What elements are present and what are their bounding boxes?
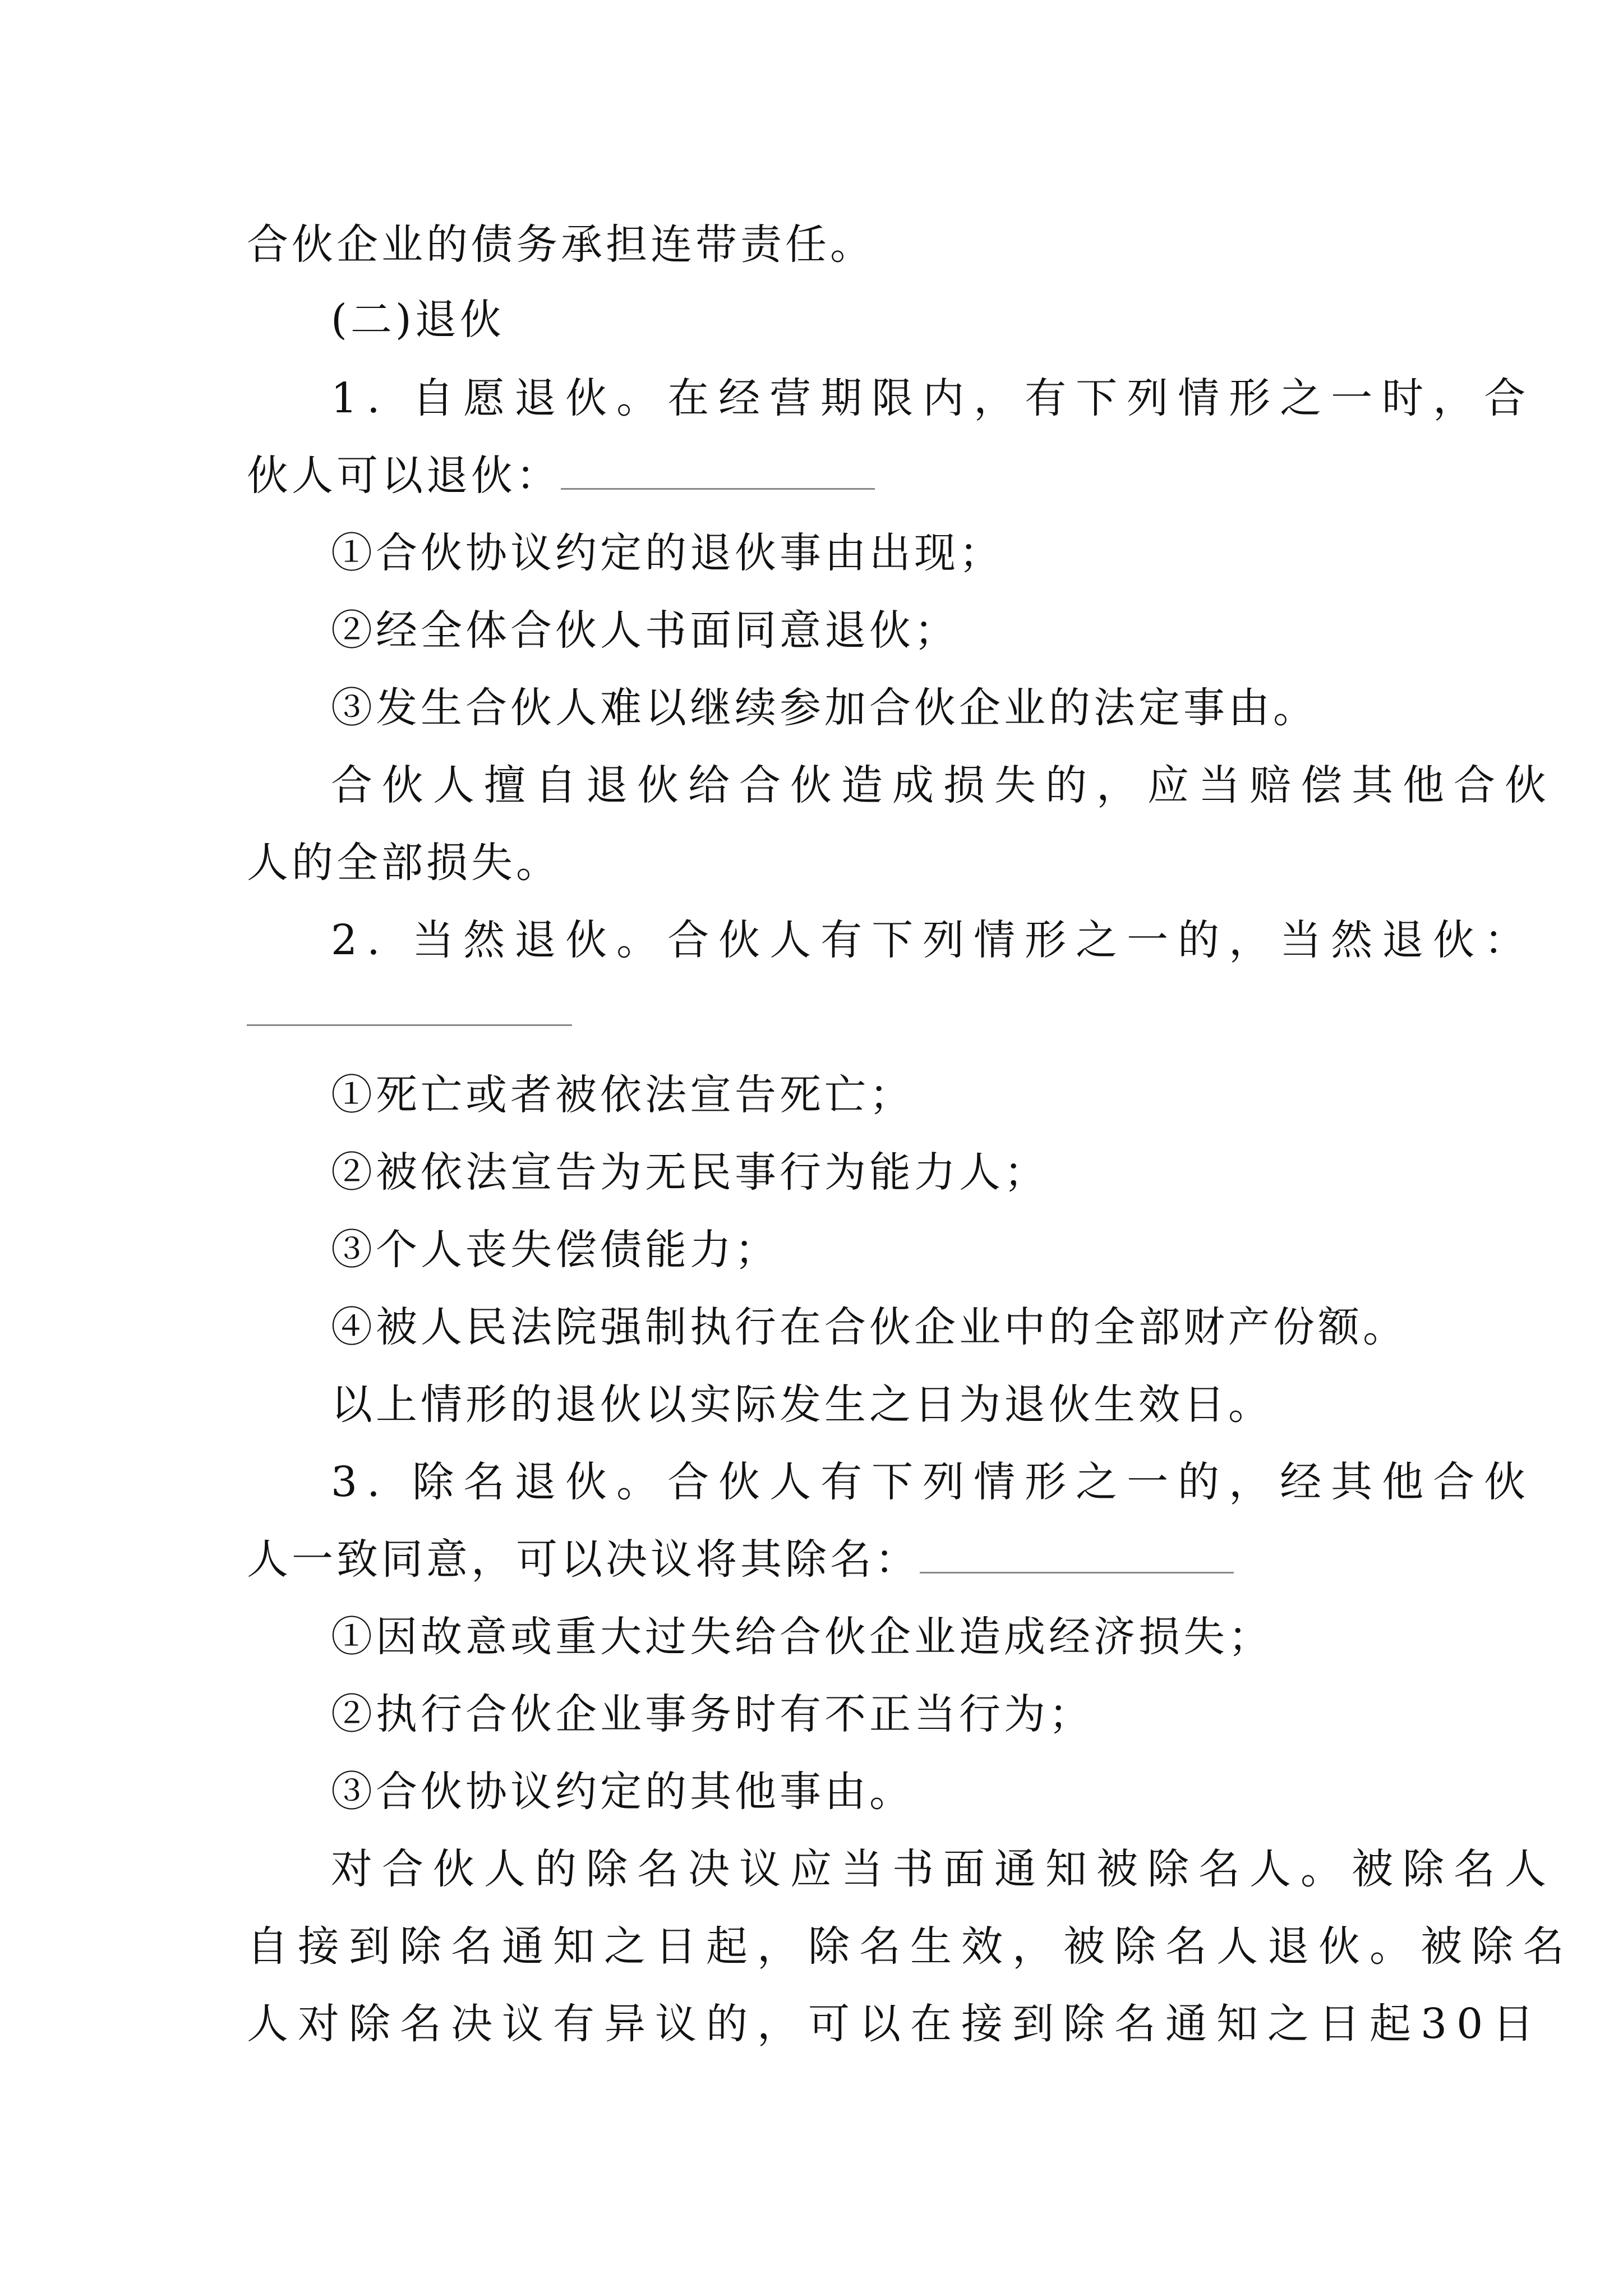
list-item: ①因故意或重大过失给合伙企业造成经济损失； <box>331 1613 1273 1661</box>
section-heading: (二)退伙 <box>331 296 505 344</box>
text-segment: 人一致同意，可以决议将其除名： <box>247 1535 920 1584</box>
list-item: ③合伙协议约定的其他事由。 <box>331 1768 914 1816</box>
fill-in-blank[interactable] <box>247 1024 572 1026</box>
text-line: 3. 除名退伙。合伙人有下列情形之一的，经其他合伙 <box>331 1458 1536 1506</box>
text-line: 对合伙人的除名决议应当书面通知被除名人。被除名人 <box>331 1845 1556 1893</box>
fill-in-blank[interactable] <box>561 451 875 490</box>
list-item: ③个人丧失偿债能力； <box>331 1226 780 1274</box>
text-line: 合伙企业的债务承担连带责任。 <box>247 220 875 269</box>
list-item: ②被依法宣告为无民事行为能力人； <box>331 1148 1049 1197</box>
text-line: 自接到除名通知之日起，除名生效，被除名人退伙。被除名 <box>247 1922 1574 1971</box>
text-line: 人对除名决议有异议的，可以在接到除名通知之日起30日 <box>247 2000 1544 2048</box>
list-item: ④被人民法院强制执行在合伙企业中的全部财产份额。 <box>331 1303 1408 1351</box>
text-line: 2. 当然退伙。合伙人有下列情形之一的，当然退伙： <box>331 916 1536 964</box>
text-line: 人的全部损失。 <box>247 839 561 887</box>
list-item: ②执行合伙企业事务时有不正当行为； <box>331 1690 1094 1738</box>
fill-in-blank[interactable] <box>920 1535 1234 1573</box>
text-segment: 伙人可以退伙： <box>247 452 561 500</box>
text-line: 以上情形的退伙以实际发生之日为退伙生效日。 <box>331 1381 1273 1429</box>
list-item: ②经全体合伙人书面同意退伙； <box>331 606 959 655</box>
text-line: 1. 自愿退伙。在经营期限内，有下列情形之一时，合 <box>331 374 1536 422</box>
text-line <box>247 449 875 503</box>
list-item: ③发生合伙人难以继续参加合伙企业的法定事由。 <box>331 684 1318 732</box>
list-item: ①合伙协议约定的退伙事由出现； <box>331 529 1004 577</box>
text-line: 合伙人擅自退伙给合伙造成损失的，应当赔偿其他合伙 <box>331 761 1556 809</box>
list-item: ①死亡或者被依法宣告死亡； <box>331 1071 914 1119</box>
text-line <box>247 1533 1234 1586</box>
